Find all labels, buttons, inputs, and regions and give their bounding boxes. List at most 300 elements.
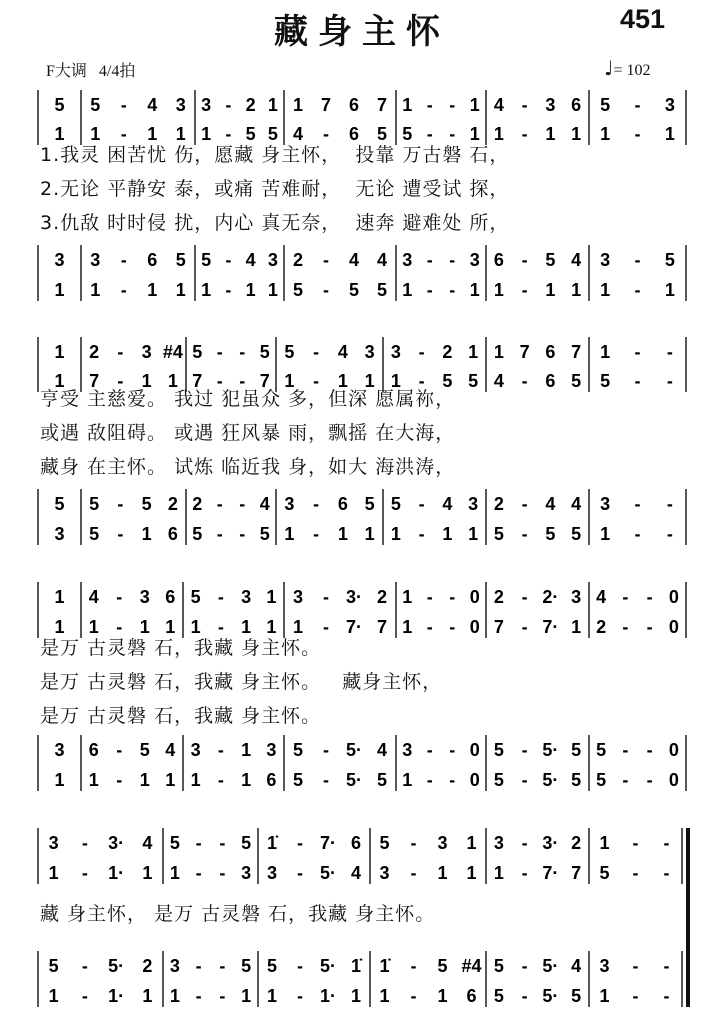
note: 1 (493, 863, 504, 883)
note: 1 (267, 95, 278, 115)
note: 1 (241, 740, 252, 760)
note-dash: - (120, 250, 127, 270)
note: 1 (600, 124, 611, 144)
note: 5 (599, 863, 610, 883)
note: 5 (266, 956, 278, 976)
note: 2 (596, 617, 607, 637)
note: 3 (664, 95, 675, 115)
hymn-title: 藏身主怀 (274, 12, 450, 52)
note-dash: - (521, 95, 528, 115)
note-dash: - (313, 494, 320, 514)
note-dash: - (323, 617, 329, 637)
note: 5 (241, 833, 252, 853)
note: 5 (545, 250, 556, 270)
note: 1 (142, 863, 153, 883)
note: 1 (364, 371, 375, 391)
note-dash: - (521, 986, 528, 1006)
note: 5 (442, 371, 453, 391)
note: 0 (469, 740, 480, 760)
note: 5· (542, 956, 559, 976)
note-dash: - (426, 740, 433, 760)
note: 4 (142, 833, 153, 853)
note: 1 (165, 770, 176, 790)
note-dash: - (195, 986, 202, 1006)
note: 5 (89, 494, 100, 514)
note: 1 (266, 986, 278, 1006)
note-dash: - (426, 95, 433, 115)
note: 1 (469, 280, 480, 300)
note: 2 (192, 494, 203, 514)
note-dash: - (410, 956, 417, 976)
note: 5· (542, 770, 559, 790)
note: 5 (190, 587, 201, 607)
note-dash: - (634, 494, 641, 514)
note: 5 (571, 770, 582, 790)
note-dash: - (418, 494, 425, 514)
note: 3 (201, 95, 212, 115)
note: 4 (350, 863, 362, 883)
lyric-line: 是万 古灵磐 石，我藏 身主怀。 (40, 637, 322, 659)
note-dash: - (426, 124, 433, 144)
note-dash: - (410, 833, 417, 853)
note-dash: - (313, 371, 320, 391)
note-dash: - (313, 524, 320, 544)
note-dash: - (634, 524, 641, 544)
note: 1 (241, 986, 252, 1006)
note-dash: - (426, 770, 433, 790)
note-dash: - (663, 833, 670, 853)
note: 1 (599, 986, 610, 1006)
note: 6 (88, 740, 99, 760)
note: 2 (493, 494, 504, 514)
note: 2 (167, 494, 178, 514)
note-dash: - (521, 770, 528, 790)
note: #4 (461, 956, 482, 976)
note: 1 (54, 617, 65, 637)
note-dash: - (521, 833, 528, 853)
final-bar-line (686, 951, 690, 1007)
note: 0 (668, 740, 679, 760)
note-dash: - (426, 587, 433, 607)
note: 6 (266, 770, 277, 790)
note: 6 (545, 342, 556, 362)
note: 1 (241, 617, 252, 637)
note: 5 (54, 494, 65, 514)
note-dash: - (225, 95, 232, 115)
note: 5 (545, 524, 556, 544)
note: 4 (348, 250, 360, 270)
note: 3 (241, 863, 252, 883)
note: 4 (245, 250, 256, 270)
note: 5 (468, 371, 479, 391)
note-dash: - (634, 95, 641, 115)
note: 3· (108, 833, 125, 853)
note: 1 (600, 280, 611, 300)
note-dash: - (323, 740, 329, 760)
lyric-line: 3.仇敌 时时侵 扰，内心 真无奈， 速奔 避难处 所， (40, 212, 510, 234)
note: 1 (350, 986, 362, 1006)
note-dash: - (117, 342, 124, 362)
note: 0 (469, 770, 480, 790)
note: 5 (284, 342, 295, 362)
note: 0 (668, 617, 679, 637)
note: 1 (88, 617, 99, 637)
note: 3 (141, 342, 152, 362)
note: 7· (542, 863, 559, 883)
note: 4 (376, 740, 388, 760)
note-dash: - (323, 770, 329, 790)
note: 3 (90, 250, 101, 270)
note-dash: - (219, 833, 226, 853)
note-dash: - (646, 770, 653, 790)
note: 4 (259, 494, 270, 514)
note-dash: - (666, 494, 673, 514)
note: 2 (292, 250, 304, 270)
note-dash: - (634, 250, 641, 270)
note: 3 (493, 833, 504, 853)
note: 3 (437, 833, 448, 853)
tempo-value: = 102 (613, 62, 651, 79)
note: 1 (139, 617, 150, 637)
key-signature: F大调 (46, 63, 87, 80)
note: 3 (379, 863, 390, 883)
lyric-line: 2.无论 平静安 泰，或痛 苦难耐， 无论 遭受试 探， (40, 178, 510, 200)
note: 5 (267, 124, 278, 144)
note: 1 (390, 524, 401, 544)
note: 1 (664, 280, 675, 300)
note-dash: - (195, 863, 202, 883)
note: 3 (266, 863, 278, 883)
note-dash: - (323, 280, 329, 300)
note: 4 (442, 494, 453, 514)
note-dash: - (195, 956, 202, 976)
note: 7 (192, 371, 203, 391)
note-dash: - (449, 124, 456, 144)
note-dash: - (663, 986, 670, 1006)
note: 5 (259, 342, 270, 362)
note-dash: - (216, 342, 223, 362)
note-dash: - (217, 770, 224, 790)
note: 7 (376, 95, 388, 115)
note-dash: - (632, 833, 639, 853)
note: 4 (571, 956, 582, 976)
note: 1 (54, 280, 65, 300)
note: 5 (596, 770, 607, 790)
note: 6 (493, 250, 504, 270)
note: 5 (493, 524, 504, 544)
note: 6 (348, 124, 360, 144)
note-dash: - (632, 956, 639, 976)
note: 7 (571, 863, 582, 883)
note-dash: - (449, 617, 456, 637)
note: 0 (668, 770, 679, 790)
note: 5 (571, 986, 582, 1006)
note-dash: - (426, 280, 433, 300)
note: 0 (668, 587, 679, 607)
note: 1 (337, 524, 348, 544)
note-dash: - (449, 740, 456, 760)
note: 2· (542, 587, 559, 607)
note: 5 (192, 342, 203, 362)
note-dash: - (217, 617, 224, 637)
note: 5 (493, 956, 504, 976)
note: 6 (350, 833, 362, 853)
note: 4 (88, 587, 99, 607)
note-dash: - (217, 740, 224, 760)
note-dash: - (663, 956, 670, 976)
note: 1 (571, 124, 582, 144)
note: 7 (571, 342, 582, 362)
note: 7 (259, 371, 270, 391)
note: 5 (259, 524, 270, 544)
note: 1 (190, 617, 201, 637)
note-dash: - (219, 863, 226, 883)
note-dash: - (117, 524, 124, 544)
note-dash: - (521, 587, 528, 607)
note-dash: - (634, 371, 641, 391)
note-dash: - (521, 250, 528, 270)
note: 5 (379, 833, 390, 853)
note: 2 (245, 95, 256, 115)
note: 1 (48, 986, 59, 1006)
note: 1 (165, 617, 176, 637)
note: 0 (469, 587, 480, 607)
note: 1 (600, 342, 611, 362)
note: 5 (141, 494, 152, 514)
lyric-line: 是万 古灵磐 石，我藏 身主怀。 (40, 705, 322, 727)
note-dash: - (225, 250, 232, 270)
note: 1 (402, 587, 413, 607)
note-dash: - (219, 986, 226, 1006)
note: 5 (192, 524, 203, 544)
note-dash: - (622, 740, 629, 760)
note: 1 (402, 280, 413, 300)
note-dash: - (634, 342, 641, 362)
note: 4 (376, 250, 388, 270)
final-bar-connector (686, 884, 690, 951)
note: 1 (266, 617, 277, 637)
note: 2 (571, 833, 582, 853)
note-dash: - (634, 124, 641, 144)
note: 5 (493, 740, 504, 760)
note: 1 (571, 280, 582, 300)
note-dash: - (521, 494, 528, 514)
note: 4 (596, 587, 607, 607)
note: 3 (364, 342, 375, 362)
note: 5· (319, 863, 337, 883)
note: 1 (88, 770, 99, 790)
note: 5 (201, 250, 212, 270)
note-dash: - (632, 863, 639, 883)
note: 5· (345, 770, 363, 790)
note: 1 (469, 124, 480, 144)
note: 1̇ (350, 956, 362, 976)
note: 3 (267, 250, 278, 270)
note: 1 (466, 863, 477, 883)
note: 5 (402, 124, 413, 144)
note-dash: - (81, 863, 88, 883)
note-dash: - (216, 494, 223, 514)
note: 5 (390, 494, 401, 514)
note: 3· (542, 833, 559, 853)
note-dash: - (239, 524, 246, 544)
note-dash: - (120, 95, 127, 115)
note: 2 (142, 956, 153, 976)
note: 5 (292, 740, 304, 760)
note: 1 (201, 280, 212, 300)
note: 5· (542, 740, 559, 760)
note: 3 (54, 740, 65, 760)
note: 1 (466, 833, 477, 853)
note: 1̇ (379, 956, 390, 976)
note: 3 (600, 250, 611, 270)
note: 3 (190, 740, 201, 760)
note-dash: - (323, 124, 329, 144)
note-dash: - (217, 587, 224, 607)
note: 5 (90, 95, 101, 115)
note: 3 (292, 587, 304, 607)
note: 1 (337, 371, 348, 391)
note-dash: - (116, 587, 123, 607)
note: 4 (147, 95, 158, 115)
note-dash: - (449, 95, 456, 115)
note-dash: - (426, 250, 433, 270)
note: 3 (169, 956, 180, 976)
note-dash: - (323, 587, 329, 607)
note: 5· (345, 740, 363, 760)
note: 3 (54, 250, 65, 270)
note: 1 (141, 371, 152, 391)
note: 1 (48, 863, 59, 883)
note-dash: - (120, 124, 127, 144)
note-dash: - (81, 986, 88, 1006)
note: 1 (402, 770, 413, 790)
note: 1 (292, 617, 304, 637)
note: 4 (545, 494, 556, 514)
note: 3 (175, 95, 186, 115)
note: 5 (600, 95, 611, 115)
note: 1 (493, 342, 504, 362)
note: 0 (469, 617, 480, 637)
note: 4 (571, 250, 582, 270)
note: 4 (493, 95, 504, 115)
lyric-line: 或遇 敌阻碍。 或遇 狂风暴 雨，飘摇 在大海， (40, 422, 456, 444)
note-dash: - (663, 863, 670, 883)
note: 1 (142, 986, 153, 1006)
note: 5 (571, 371, 582, 391)
note-dash: - (410, 863, 417, 883)
note: 5 (376, 770, 388, 790)
note: 2 (442, 342, 453, 362)
note-dash: - (297, 863, 303, 883)
note: 7· (542, 617, 559, 637)
note: 5 (376, 280, 388, 300)
note-dash: - (426, 617, 433, 637)
note: 1 (245, 280, 256, 300)
note-dash: - (521, 863, 528, 883)
note: 3 (571, 587, 582, 607)
note-dash: - (666, 371, 673, 391)
note: 6 (545, 371, 556, 391)
note: 4 (571, 494, 582, 514)
note-dash: - (449, 280, 456, 300)
note: 7 (89, 371, 100, 391)
note: 1· (108, 863, 125, 883)
note: 4 (292, 124, 304, 144)
note: 1 (390, 371, 401, 391)
note: 1 (139, 770, 150, 790)
note: 1 (437, 986, 448, 1006)
note: 5 (493, 770, 504, 790)
note: 1 (402, 617, 413, 637)
note: 1 (292, 95, 304, 115)
note: 1 (379, 986, 390, 1006)
note-dash: - (521, 956, 528, 976)
note-dash: - (116, 740, 123, 760)
note-dash: - (622, 587, 629, 607)
note: 1 (147, 280, 158, 300)
note-dash: - (521, 617, 528, 637)
note: 7· (319, 833, 337, 853)
note: 5 (600, 371, 611, 391)
note: 5 (571, 740, 582, 760)
note: 3 (139, 587, 150, 607)
note-dash: - (323, 250, 329, 270)
note: 3 (468, 494, 479, 514)
note-dash: - (216, 371, 223, 391)
note: 1 (147, 124, 158, 144)
note-dash: - (449, 250, 456, 270)
note-dash: - (81, 833, 88, 853)
note: 1 (364, 524, 375, 544)
note-dash: - (449, 770, 456, 790)
note: 1 (141, 524, 152, 544)
note: 1 (54, 587, 65, 607)
note: #4 (162, 342, 183, 362)
note: 7 (320, 95, 332, 115)
note: 1̇ (266, 833, 278, 853)
note: 6 (147, 250, 158, 270)
note-dash: - (622, 770, 629, 790)
note: 6 (337, 494, 348, 514)
note: 3 (48, 833, 59, 853)
note-dash: - (239, 371, 246, 391)
note-dash: - (521, 740, 528, 760)
note: 5 (437, 956, 448, 976)
note: 7 (493, 617, 504, 637)
note-dash: - (195, 833, 202, 853)
note: 4 (165, 740, 176, 760)
note: 5 (169, 833, 180, 853)
note-dash: - (117, 371, 124, 391)
hymn-number: 451 (620, 4, 666, 34)
note-dash: - (521, 280, 528, 300)
note: 2 (493, 587, 504, 607)
note-dash: - (634, 280, 641, 300)
note: 3 (241, 587, 252, 607)
note-dash: - (120, 280, 127, 300)
note: 1 (402, 95, 413, 115)
note: 1 (169, 863, 180, 883)
note: 1 (468, 342, 479, 362)
note: 2 (89, 342, 100, 362)
note: 5 (364, 494, 375, 514)
note: 4 (493, 371, 504, 391)
note: 3 (469, 250, 480, 270)
quarter-note-icon: ♩ (604, 56, 614, 80)
note: 3 (600, 494, 611, 514)
note: 3· (345, 587, 363, 607)
